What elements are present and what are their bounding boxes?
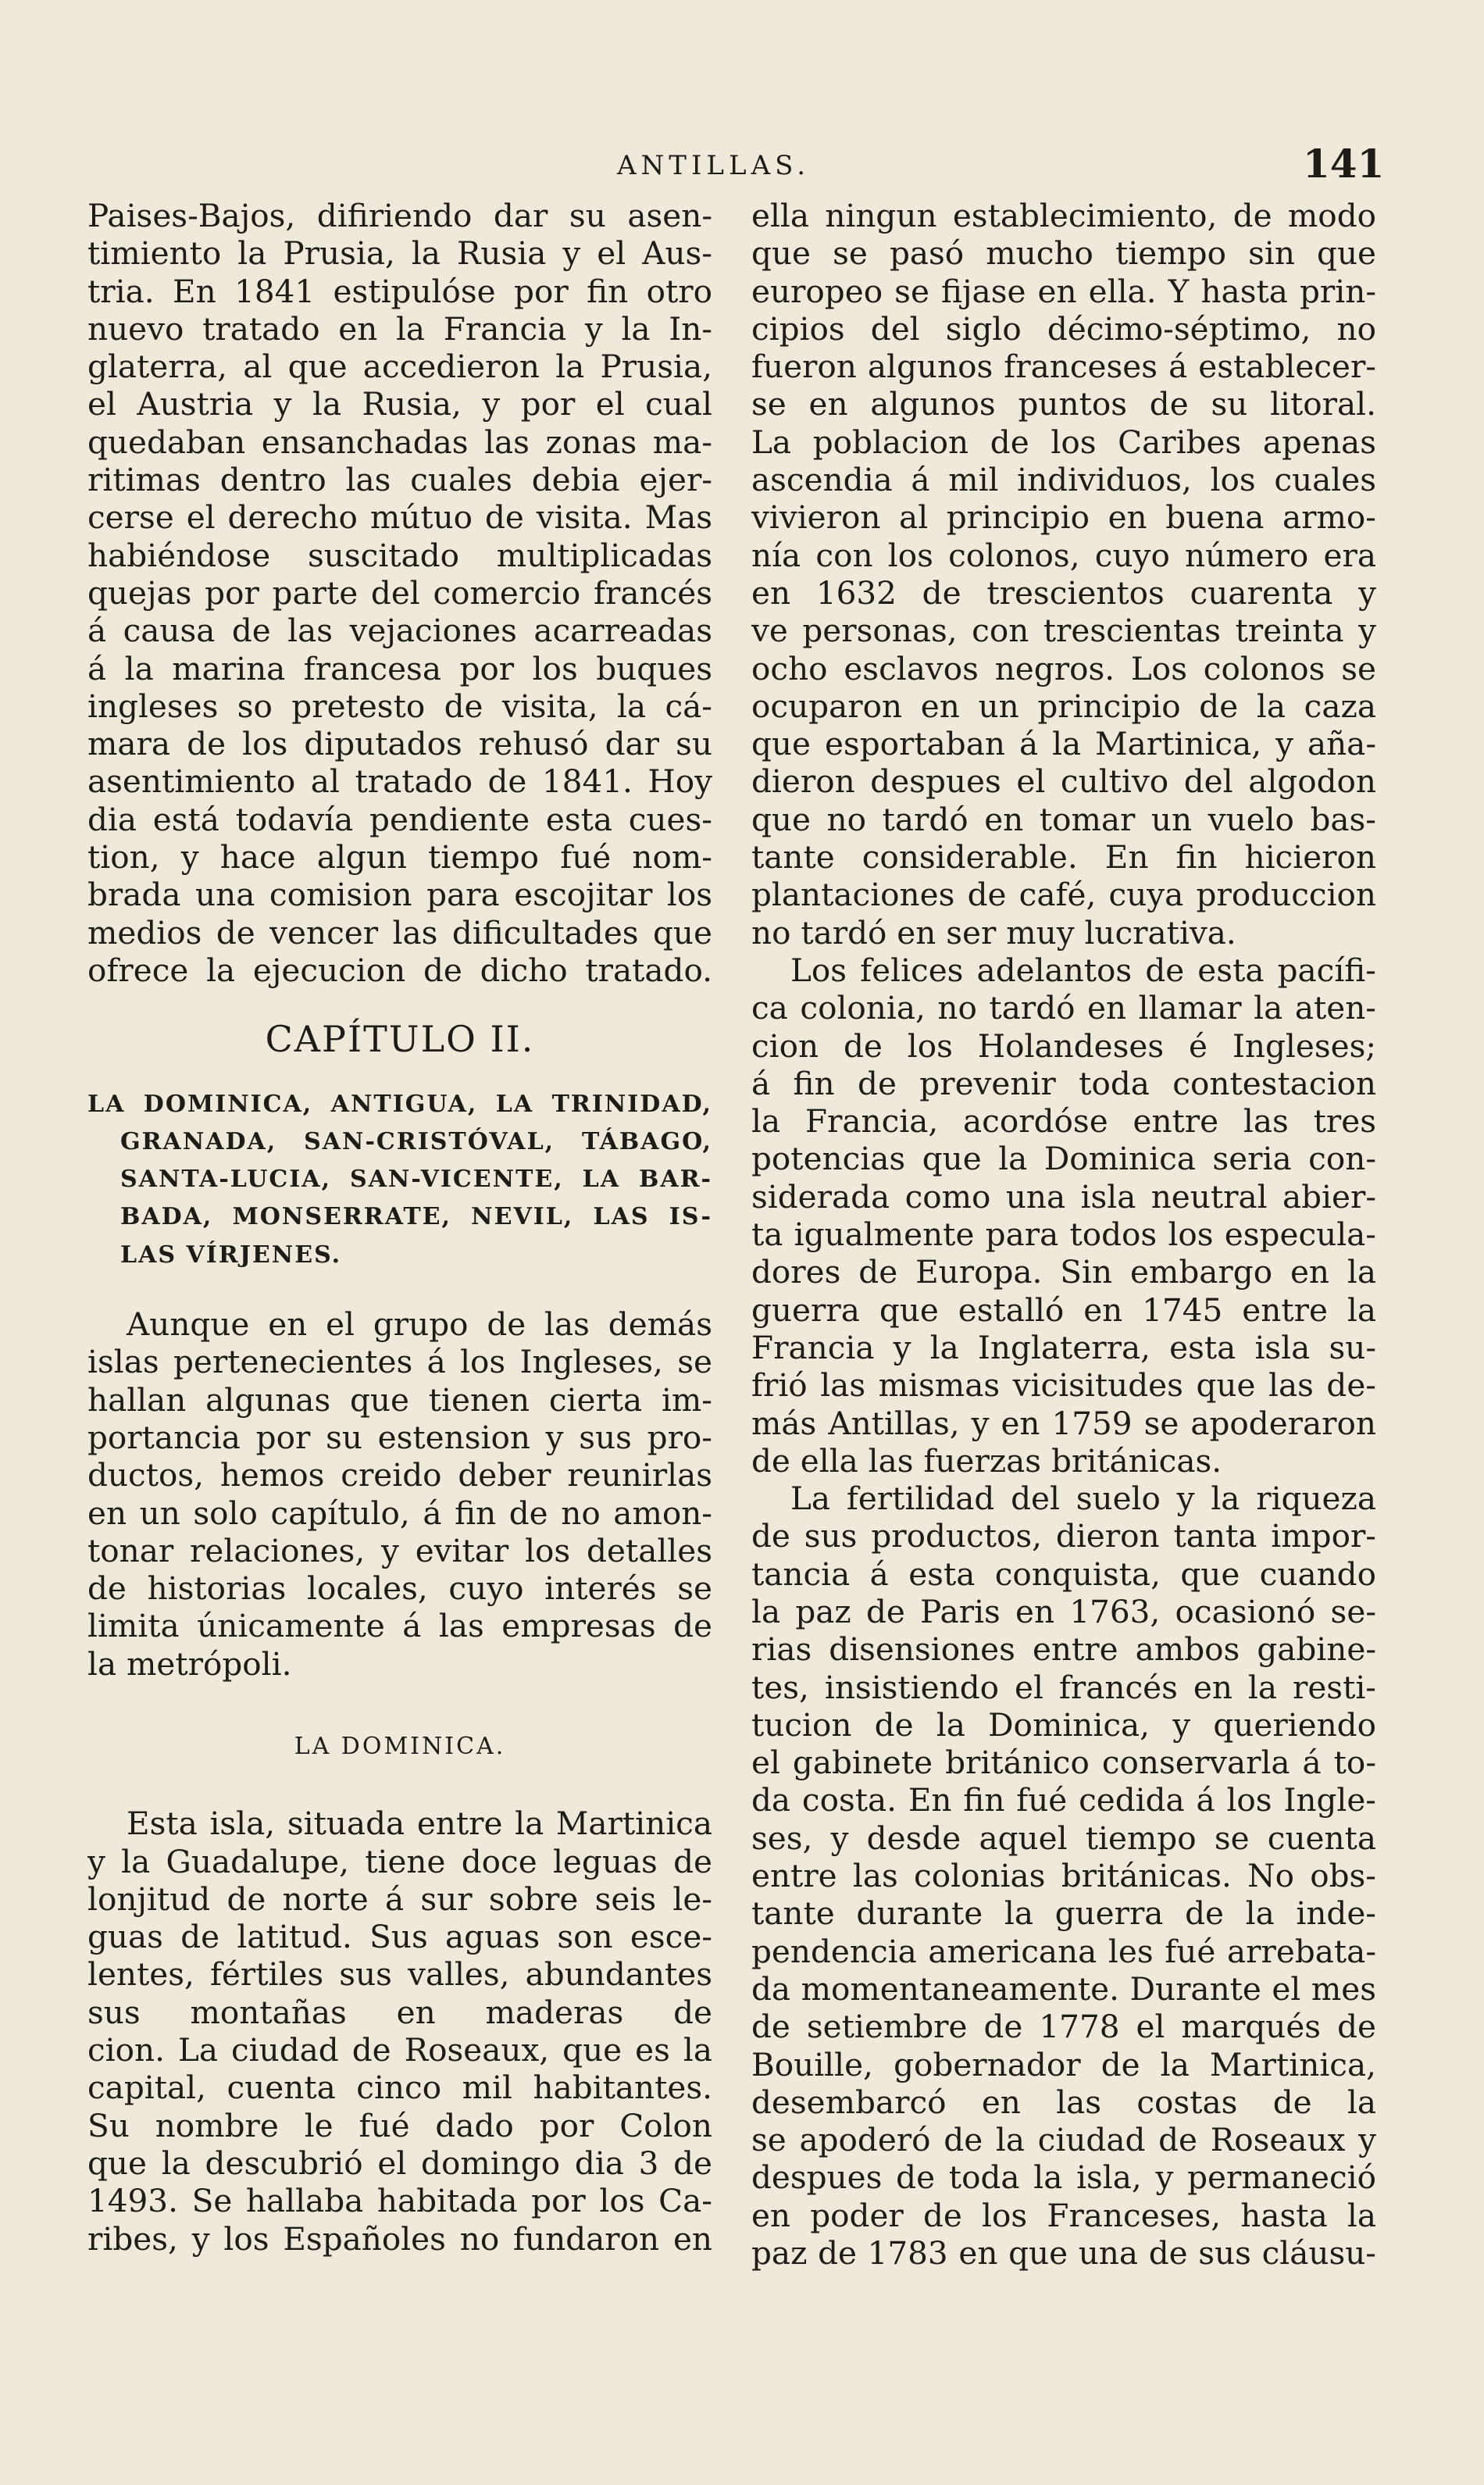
- text-line: ofrece la ejecucion de dicho tratado.: [87, 951, 712, 989]
- text-line: la metrópoli.: [87, 1644, 292, 1683]
- text-line: pendencia americana les fué arrebata-: [751, 1932, 1376, 1970]
- text-line: tancia á esta conquista, que cuando: [751, 1555, 1376, 1593]
- text-line: la paz de Paris en 1763, ocasionó se-: [751, 1592, 1376, 1630]
- text-line: habiéndose suscitado multiplicadas: [87, 536, 712, 574]
- text-line: La poblacion de los Caribes apenas: [751, 423, 1376, 461]
- text-line: ella ningun establecimiento, de modo: [751, 197, 1376, 234]
- subtitle-line: GRANADA, SAN-CRISTÓVAL, TÁBAGO,: [120, 1127, 712, 1155]
- text-line: potencias que la Dominica seria con-: [751, 1140, 1376, 1178]
- text-line: ocho esclavos negros. Los colonos se: [751, 649, 1376, 687]
- text-line: la Francia, acordóse entre las tres: [751, 1102, 1376, 1141]
- text-line: tion, y hace algun tiempo fué nom-: [87, 838, 712, 877]
- chapter-title: CAPÍTULO II.: [265, 1018, 535, 1061]
- page-number: 141: [1303, 141, 1385, 187]
- text-line: portancia por su estension y sus pro-: [87, 1418, 712, 1456]
- text-line: de historias locales, cuyo interés se: [87, 1569, 712, 1608]
- text-line: nía con los colonos, cuyo número era: [751, 536, 1376, 574]
- text-line: islas pertenecientes á los Ingleses, se: [87, 1343, 712, 1381]
- text-line: y la Guadalupe, tiene doce leguas de: [87, 1842, 712, 1880]
- text-line: dores de Europa. Sin embargo en la: [751, 1253, 1376, 1291]
- text-line: que no tardó en tomar un vuelo bas-: [751, 800, 1376, 838]
- text-line: que esportaban á la Martinica, y aña-: [751, 725, 1376, 763]
- text-line: Bouille, gobernador de la Martinica,: [751, 2045, 1376, 2083]
- text-line: rias disensiones entre ambos gabine-: [751, 1630, 1376, 1669]
- text-line: no tardó en ser muy lucrativa.: [751, 913, 1236, 952]
- paragraph-introduction: [87, 1305, 712, 1683]
- text-line: nuevo tratado en la Francia y la In-: [87, 309, 712, 348]
- text-line: europeo se fijase en ella. Y hasta prin-: [751, 272, 1376, 310]
- running-head: [0, 141, 1484, 187]
- text-line: paz de 1783 en que una de sus cláusu-: [751, 2234, 1376, 2273]
- text-line: ritimas dentro las cuales debia ejer-: [87, 461, 712, 499]
- text-line: da momentaneamente. Durante el mes: [751, 1969, 1376, 2008]
- text-line: tante considerable. En fin hicieron: [751, 838, 1376, 877]
- text-line: el gabinete británico conservarla á to-: [751, 1744, 1376, 1782]
- text-line: Francia y la Inglaterra, esta isla su-: [751, 1328, 1376, 1366]
- text-line: dia está todavía pendiente esta cues-: [87, 800, 712, 838]
- text-line: fueron algunos franceses á establecer-: [751, 348, 1376, 386]
- text-line: frió las mismas vicisitudes que las de-: [751, 1366, 1376, 1405]
- text-line: ve personas, con trescientas treinta y: [751, 612, 1376, 650]
- text-line: lentes, fértiles sus valles, abundantes: [87, 1955, 712, 1994]
- subtitle-line: LA DOMINICA, ANTIGUA, LA TRINIDAD,: [87, 1090, 712, 1118]
- text-line: brada una comision para escojitar los: [87, 876, 712, 914]
- text-line: á fin de prevenir toda contestacion: [751, 1064, 1376, 1102]
- text-line: despues de toda la isla, y permaneció: [751, 2158, 1376, 2197]
- text-line: ca colonia, no tardó en llamar la aten-: [751, 989, 1376, 1027]
- text-line: á causa de las vejaciones acarreadas: [87, 612, 712, 650]
- text-line: mara de los diputados rehusó dar su: [87, 725, 712, 763]
- text-line: de setiembre de 1778 el marqués de: [751, 2008, 1376, 2046]
- text-line: cipios del siglo décimo-séptimo, no: [751, 309, 1376, 348]
- right-column: [751, 197, 1376, 2272]
- left-column: [87, 197, 712, 2258]
- text-line: tonar relaciones, y evitar los detalles: [87, 1531, 712, 1569]
- text-line: ocuparon en un principio de la caza: [751, 687, 1376, 725]
- text-line: cion. La ciudad de Roseaux, que es la: [87, 2031, 712, 2069]
- text-line: ta igualmente para todos los especula-: [751, 1216, 1376, 1254]
- text-line: Esta isla, situada entre la Martinica: [127, 1805, 712, 1843]
- text-line: que se pasó mucho tiempo sin que: [751, 234, 1376, 273]
- text-line: capital, cuenta cinco mil habitantes.: [87, 2069, 712, 2107]
- text-line: entre las colonias británicas. No obs-: [751, 1857, 1376, 1895]
- text-line: tria. En 1841 estipulóse por fin otro: [87, 272, 712, 310]
- text-line: vivieron al principio en buena armo-: [751, 498, 1376, 537]
- text-line: de sus productos, dieron tanta impor-: [751, 1517, 1376, 1555]
- text-line: medios de vencer las dificultades que: [87, 913, 712, 952]
- text-line: asentimiento al tratado de 1841. Hoy: [87, 762, 712, 801]
- text-line: el Austria y la Rusia, y por el cual: [87, 385, 712, 423]
- text-line: cerse el derecho mútuo de visita. Mas: [87, 498, 712, 537]
- text-line: plantaciones de café, cuya produccion: [751, 876, 1376, 914]
- text-line: de ella las fuerzas británicas.: [751, 1441, 1222, 1480]
- text-line: Aunque en el grupo de las demás: [127, 1305, 712, 1344]
- text-line: guerra que estalló en 1745 entre la: [751, 1291, 1376, 1329]
- paragraph-privileges-treaty: [87, 197, 712, 989]
- text-line: hallan algunas que tienen cierta im-: [87, 1380, 712, 1419]
- text-line: ductos, hemos creido deber reunirlas: [87, 1456, 712, 1494]
- text-line: en 1632 de trescientos cuarenta y: [751, 573, 1376, 612]
- text-line: á la marina francesa por los buques: [87, 649, 712, 687]
- text-line: tucion de la Dominica, y queriendo: [751, 1705, 1376, 1744]
- subtitle-line: LAS VÍRJENES.: [120, 1241, 342, 1269]
- paragraph-colonization: [751, 197, 1376, 952]
- subtitle-line: SANTA-LUCIA, SAN-VICENTE, LA BAR-: [120, 1166, 712, 1194]
- text-line: quejas por parte del comercio francés: [87, 573, 712, 612]
- text-line: da costa. En fin fué cedida á los Ingle-: [751, 1781, 1376, 1819]
- chapter-subtitle: [87, 1086, 712, 1274]
- text-line: glaterra, al que accedieron la Prusia,: [87, 348, 712, 386]
- running-title: ANTILLAS.: [617, 150, 811, 181]
- text-line: ribes, y los Españoles no fundaron en: [87, 2219, 712, 2258]
- text-line: 1493. Se hallaba habitada por los Ca-: [87, 2182, 712, 2220]
- text-line: desembarcó en las costas de la: [751, 2083, 1376, 2121]
- text-line: cion de los Holandeses é Ingleses;: [751, 1026, 1376, 1065]
- text-line: siderada como una isla neutral abier-: [751, 1177, 1376, 1216]
- text-line: en un solo capítulo, á fin de no amon-: [87, 1494, 712, 1532]
- text-line: se apoderó de la ciudad de Roseaux y: [751, 2121, 1376, 2159]
- text-line: ascendia á mil individuos, los cuales: [751, 461, 1376, 499]
- paragraph-fertility: [751, 1480, 1376, 2272]
- subtitle-line: BADA, MONSERRATE, NEVIL, LAS IS-: [120, 1203, 712, 1231]
- text-line: se en algunos puntos de su litoral.: [751, 385, 1376, 423]
- text-line: dieron despues el cultivo del algodon: [751, 762, 1376, 801]
- text-line: quedaban ensanchadas las zonas ma-: [87, 423, 712, 461]
- text-line: más Antillas, y en 1759 se apoderaron: [751, 1404, 1376, 1442]
- text-line: que la descubrió el domingo dia 3 de: [87, 2144, 712, 2182]
- text-line: ingleses so pretesto de visita, la cá-: [87, 687, 712, 725]
- text-line: sus montañas en maderas de: [87, 1993, 712, 2031]
- section-title: LA DOMINICA.: [294, 1732, 506, 1760]
- text-line: lonjitud de norte á sur sobre seis le-: [87, 1880, 712, 1918]
- text-line: guas de latitud. Sus aguas son esce-: [87, 1918, 712, 1956]
- text-line: ses, y desde aquel tiempo se cuenta: [751, 1819, 1376, 1857]
- text-line: Su nombre le fué dado por Colon: [87, 2106, 712, 2144]
- text-line: Paises-Bajos, difiriendo dar su asen-: [87, 197, 712, 234]
- text-line: en poder de los Franceses, hasta la: [751, 2196, 1376, 2234]
- text-line: tante durante la guerra de la inde-: [751, 1894, 1376, 1933]
- text-line: limita únicamente á las empresas de: [87, 1607, 712, 1645]
- paragraph-dominica: [87, 1805, 712, 2258]
- text-line: timiento la Prusia, la Rusia y el Aus-: [87, 234, 712, 273]
- text-line: Los felices adelantos de esta pacífi-: [790, 951, 1376, 989]
- text-line: La fertilidad del suelo y la riqueza: [790, 1480, 1376, 1518]
- paragraph-neutral-island: [751, 952, 1376, 1480]
- text-line: tes, insistiendo el francés en la resti-: [751, 1668, 1376, 1706]
